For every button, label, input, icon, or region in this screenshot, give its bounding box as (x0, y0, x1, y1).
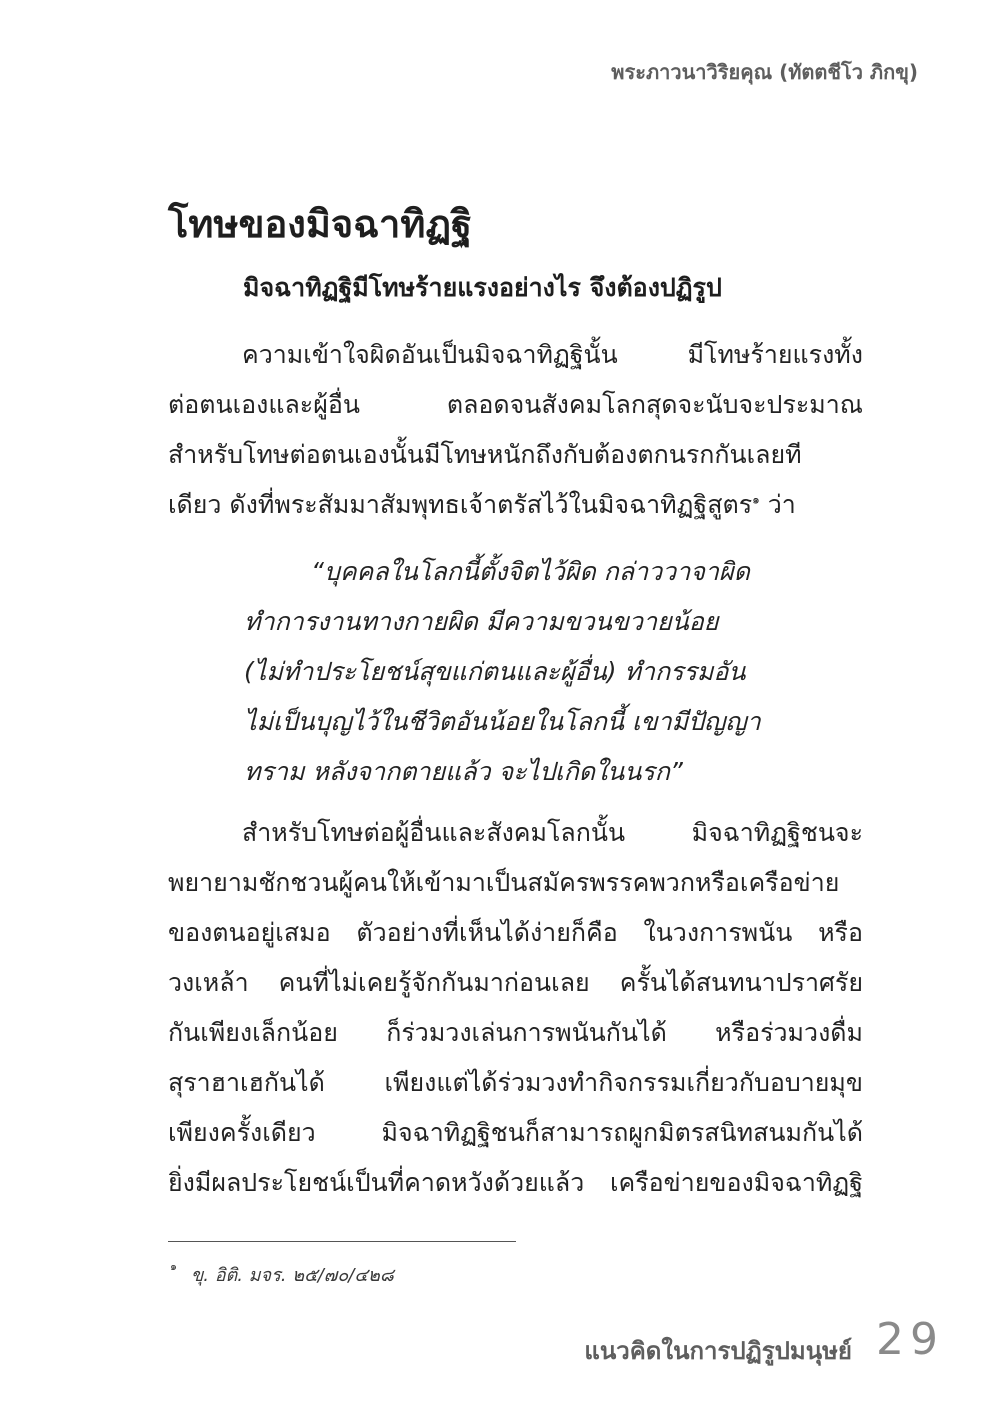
paragraph-line: สุราฮาเฮกันได้ เพียงแต่ได้ร่วมวงทำกิจกรรมเกี่ยวกับอบายมุข (168, 1068, 863, 1097)
footnote-marker: ๑ (170, 1260, 177, 1273)
paragraph-line (168, 480, 863, 530)
page-number: 29 (876, 1314, 944, 1365)
paragraph-line: ยิ่งมีผลประโยชน์เป็นที่คาดหวังด้วยแล้ว เครือข่ายของมิจฉาทิฏฐิ (168, 1168, 863, 1197)
sutta-quote (244, 547, 800, 797)
quote-line: “บุคคลในโลกนี้ตั้งจิตไว้ผิด กล่าววาจาผิด (311, 557, 750, 586)
paragraph-line-text: เดียว ดังที่พระสัมมาสัมพุทธเจ้าตรัสไว้ในมิจฉาทิฏฐิสูตร (168, 490, 753, 519)
paragraph-society (168, 808, 863, 1208)
quote-line: ทราม หลังจากตายแล้ว จะไปเกิดในนรก” (244, 757, 683, 786)
paragraph-line: พยายามชักชวนผู้คนให้เข้ามาเป็นสมัครพรรคพวกหรือเครือข่าย (168, 868, 840, 897)
running-header-author: พระภาวนาวิริยคุณ (ทัตตชีโว ภิกขุ) (611, 60, 918, 84)
footnote-reference-marker: ๑ (752, 492, 760, 507)
paragraph-line: ความเข้าใจผิดอันเป็นมิจฉาทิฏฐินั้น มีโทษร้ายแรงทั้ง (242, 340, 863, 369)
paragraph-line: กันเพียงเล็กน้อย ก็ร่วมวงเล่นการพนันกันได้ หรือร่วมวงดื่ม (168, 1018, 863, 1047)
quote-line: ทำการงานทางกายผิด มีความขวนขวายน้อย (244, 607, 719, 636)
quote-line: ไม่เป็นบุญไว้ในชีวิตอันน้อยในโลกนี้ เขามีปัญญา (244, 707, 761, 736)
running-footer-book-title: แนวคิดในการปฏิรูปมนุษย์ (584, 1337, 852, 1365)
paragraph-line-text: ว่า (767, 490, 796, 519)
section-subtitle: มิจฉาทิฏฐิมีโทษร้ายแรงอย่างไร จึงต้องปฏิรูป (243, 273, 722, 302)
footnote-divider (168, 1241, 516, 1242)
section-title: โทษของมิจฉาทิฏฐิ (168, 202, 472, 246)
paragraph-line: สำหรับโทษต่อตนเองนั้นมีโทษหนักถึงกับต้องตกนรกกันเลยที (168, 440, 802, 469)
paragraph-line: ของตนอยู่เสมอ ตัวอย่างที่เห็นได้ง่ายก็คือ ในวงการพนัน หรือ (168, 918, 863, 947)
paragraph-line: เพียงครั้งเดียว มิจฉาทิฏฐิชนก็สามารถผูกมิตรสนิทสนมกันได้ (168, 1118, 863, 1147)
footnote-text: ขุ. อิติ. มจร. ๒๕/๗๐/๔๒๘ (190, 1265, 394, 1286)
paragraph-intro (168, 330, 863, 530)
paragraph-line: ต่อตนเองและผู้อื่น ตลอดจนสังคมโลกสุดจะนับจะประมาณ (168, 390, 863, 419)
quote-line: (ไม่ทำประโยชน์สุขแก่ตนและผู้อื่น) ทำกรรมอัน (244, 657, 746, 686)
paragraph-line: สำหรับโทษต่อผู้อื่นและสังคมโลกนั้น มิจฉาทิฏฐิชนจะ (242, 818, 863, 847)
paragraph-line: วงเหล้า คนที่ไม่เคยรู้จักกันมาก่อนเลย ครั้นได้สนทนาปราศรัย (168, 968, 863, 997)
footnote (170, 1260, 394, 1289)
